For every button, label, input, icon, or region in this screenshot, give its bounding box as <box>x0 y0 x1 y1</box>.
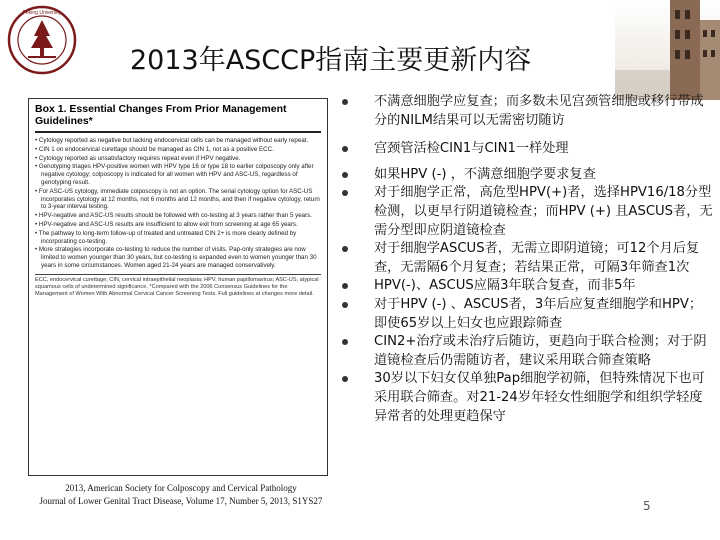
citation-line-2: Journal of Lower Genital Tract Disease, Volume 17, Number 5, 2013, S1YS27 <box>39 496 323 506</box>
guidelines-figure <box>28 98 328 476</box>
figure-item: • Cytology reported as unsatisfactory requires repeat even if HPV negative. <box>35 154 241 162</box>
update-bullet-list <box>342 93 714 426</box>
bullet-text: 如果HPV (-) ，不满意细胞学要求复查 <box>374 166 596 182</box>
bullet-text: 对于细胞学ASCUS者，无需立即阴道镜；可12个月后复查，无需隔6个月复查；若结果正常，可隔3年筛查1次 <box>374 241 700 275</box>
figure-item: • Cytology reported as negative but lacking endocervical cells can be managed without early repeat. <box>35 137 309 144</box>
slide-title: 2013年ASCCP指南主要更新内容 <box>130 45 532 76</box>
figure-item: • For ASC-US cytology, immediate colposcopy is not an option. The serial cytology option for ASC-US incorporates cytology at 12 months, not 6 months and 12 months, and then if negative cytology, return to 3-year interval testing. <box>35 187 320 211</box>
figure-item: • CIN 1 on endocervical curettage should be managed as CIN 1, not as a positive ECC. <box>35 145 274 153</box>
bullet-dot-icon <box>342 99 348 105</box>
bullet-text: CIN2+治疗或未治疗后随访，更趋向于联合检测；对于阴道镜检查后仍需随访者，建议采用联合筛查策略 <box>374 334 707 368</box>
bullet-dot-icon <box>342 339 348 345</box>
figure-item: • The pathway to long-term follow-up of treated and untreated CIN 2+ is more clearly defined by incorporating co-testing. <box>35 229 297 245</box>
figure-citation <box>28 482 334 508</box>
figure-item: • Genotyping triages HPV-positive women with HPV type 16 or type 18 to earlier colposcopy only after negative cytology; colposcopy is indicated for all women with HPV and ASC-US, regardless of genotyping result. <box>35 163 314 186</box>
bullet-dot-icon <box>342 283 348 289</box>
university-logo <box>6 4 78 76</box>
figure-box-title: Box 1. Essential Changes From Prior Management Guidelines* <box>35 103 287 127</box>
bullet-item <box>342 140 714 159</box>
bullet-item <box>342 184 714 240</box>
bullet-item <box>342 277 714 296</box>
bullet-item <box>342 166 714 185</box>
figure-item: • More strategies incorporate co-testing to reduce the number of visits. Pap-only strategies are now limited to women younger than 30 years, but co-testing is expanded even to women younger than 30 years in some circumstances. Women aged 21-24 years are managed conservatively. <box>35 246 317 269</box>
bullet-text: 30岁以下妇女仅单独Pap细胞学初筛，但特殊情况下也可采用联合筛查。对21-24岁年轻女性细胞学和组织学轻度异常者的处理更趋保守 <box>374 371 705 424</box>
bullet-item <box>342 333 714 370</box>
bullet-item <box>342 93 714 130</box>
figure-title-rule <box>35 131 321 133</box>
bullet-text: HPV(-)、ASCUS应隔3年联合复查，而非5年 <box>374 278 636 294</box>
bullet-dot-icon <box>342 172 348 178</box>
building-image <box>615 0 720 100</box>
bullet-item <box>342 240 714 277</box>
bullet-item <box>342 370 714 426</box>
bullet-dot-icon <box>342 146 348 152</box>
figure-footnote: ECC, endocervical curettage; CIN, cervical intraepithelial neoplasia; HPV, human papillomavirus; ASC-US, atypical squamous cells of undetermined significance. *Compared with the 2006 Consensus Guidelines for the Management of Women With Abnormal Cervical Cancer Screening Tests. Full guidelines at changes more detail. <box>35 274 321 298</box>
bullet-dot-icon <box>342 376 348 382</box>
citation-line-1: 2013, American Society for Colposcopy and Cervical Pathology <box>65 483 297 493</box>
bullet-text: 对于细胞学正常，高危型HPV(+)者，选择HPV16/18分型检测，以更早行阴道镜检查；而HPV (+) 且ASCUS者，无需分型即应阴道镜检查 <box>374 185 713 238</box>
bullet-dot-icon <box>342 190 348 196</box>
figure-item-list <box>35 137 321 270</box>
page-number: 5 <box>643 499 651 513</box>
bullet-text: 不满意细胞学应复查；而多数未见宫颈管细胞或移行带成分的NILM结果可以无需密切随访 <box>374 94 704 128</box>
bullet-dot-icon <box>342 246 348 252</box>
figure-item: • HPV-negative and ASC-US results should be followed with co-testing at 3 years rather than 5 years. <box>35 212 312 220</box>
bullet-dot-icon <box>342 302 348 308</box>
bullet-item <box>342 296 714 333</box>
figure-item: • HPV-negative and ASC-US results are insufficient to allow exit from screening at age 65 years. <box>35 220 298 228</box>
bullet-text: 宫颈管活检CIN1与CIN1一样处理 <box>374 141 569 157</box>
bullet-text: 对于HPV (-) 、ASCUS者，3年后应复查细胞学和HPV；即使65岁以上妇女也应跟踪筛查 <box>374 296 703 331</box>
logo-text: Peking University <box>22 10 62 16</box>
